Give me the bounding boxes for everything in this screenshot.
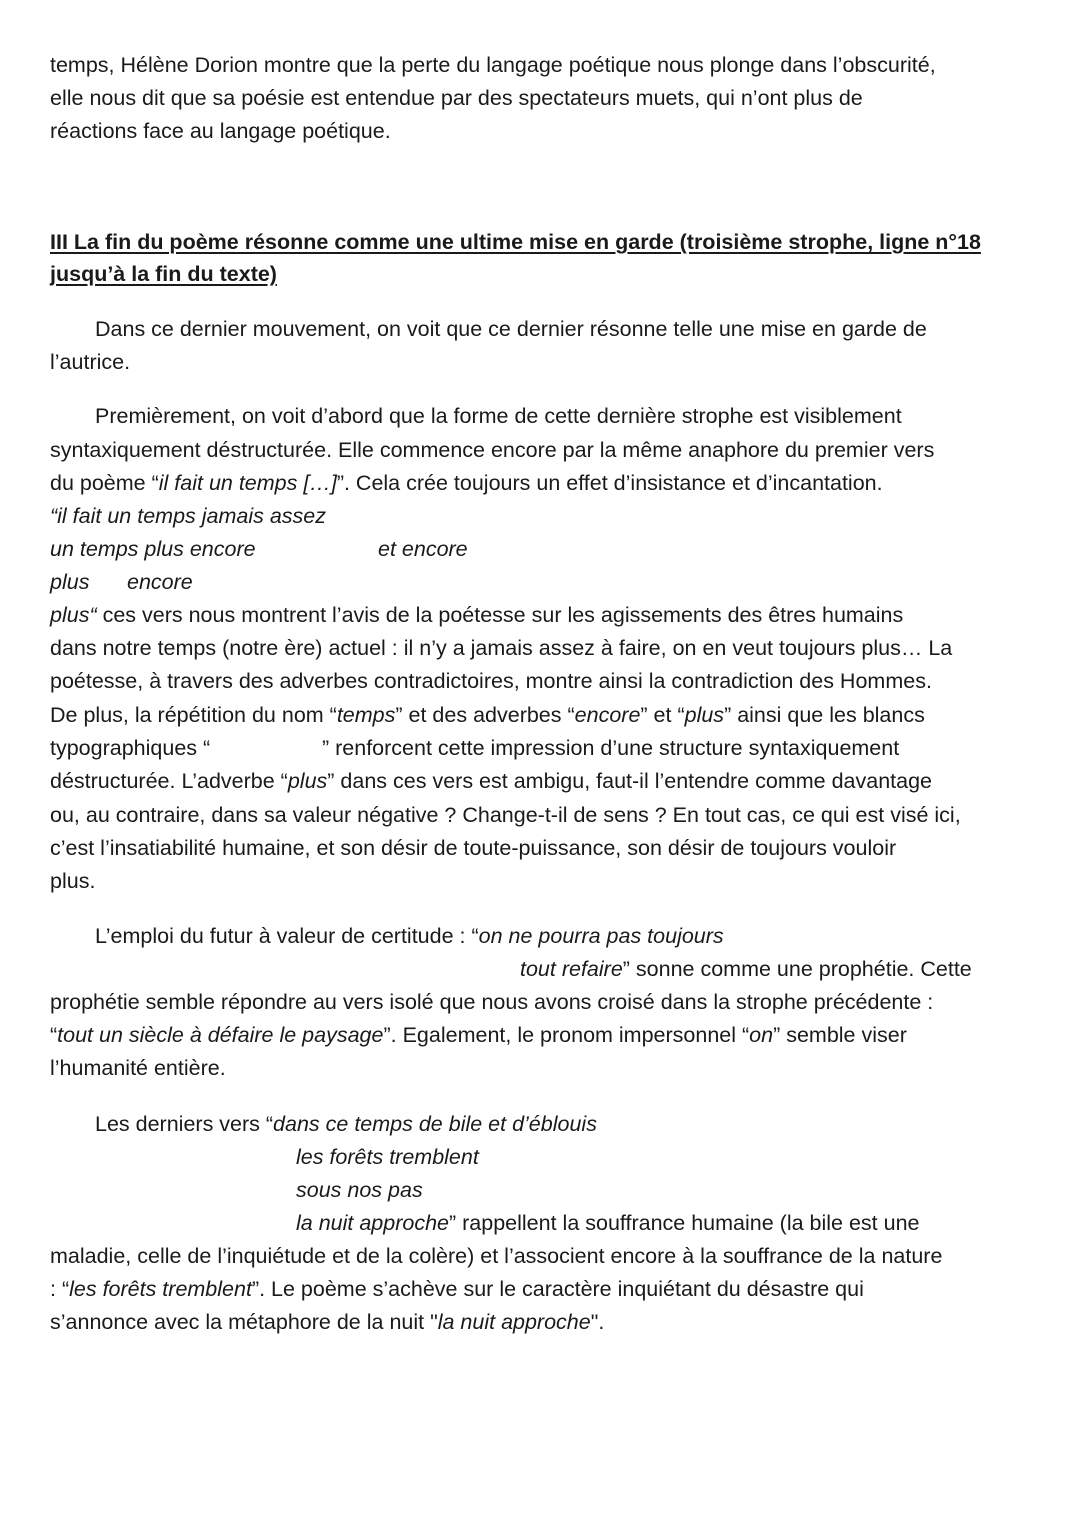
text-line bbox=[50, 1243, 942, 1269]
text-segment: s’annonce avec la métaphore de la nuit " bbox=[50, 1310, 438, 1334]
text-segment: syntaxiquement déstructurée. Elle commence encore par la même anaphore du premier vers bbox=[50, 438, 935, 462]
text-segment: Premièrement, on voit d’abord que la forme de cette dernière strophe est visiblement bbox=[95, 404, 902, 428]
text-segment: De plus, la répétition du nom “ bbox=[50, 703, 337, 727]
text-line bbox=[50, 569, 89, 595]
text-line bbox=[50, 536, 256, 562]
text-line bbox=[50, 802, 961, 828]
text-segment: “ bbox=[50, 1023, 58, 1047]
italic-quote: plus bbox=[50, 570, 90, 594]
text-segment: ". bbox=[590, 1310, 605, 1334]
text-segment: jusqu’à la fin du texte) bbox=[50, 262, 277, 286]
text-line bbox=[50, 349, 130, 375]
text-line bbox=[50, 1276, 864, 1302]
text-segment: ” et des adverbes “ bbox=[395, 703, 575, 727]
text-line bbox=[50, 835, 896, 861]
text-line bbox=[50, 85, 863, 111]
text-segment: réactions face au langage poétique. bbox=[50, 119, 391, 143]
italic-quote: “il fait un temps jamais assez bbox=[50, 504, 327, 528]
italic-quote: temps bbox=[336, 703, 396, 727]
text-line bbox=[50, 437, 934, 463]
italic-quote: un temps plus encore bbox=[50, 537, 256, 561]
text-segment: L’emploi du futur à valeur de certitude : “ bbox=[95, 924, 479, 948]
text-segment: Dans ce dernier mouvement, on voit que ce dernier résonne telle une mise en garde de bbox=[95, 317, 927, 341]
text-segment: plus. bbox=[50, 869, 96, 893]
text-segment: l’autrice. bbox=[50, 350, 131, 374]
text-segment: Les derniers vers “ bbox=[95, 1112, 274, 1136]
text-line bbox=[50, 635, 952, 661]
section-heading-line bbox=[50, 229, 981, 255]
text-segment: : “ bbox=[50, 1277, 70, 1301]
text-segment: ”. Egalement, le pronom impersonnel “ bbox=[383, 1023, 750, 1047]
text-line bbox=[296, 1144, 479, 1170]
text-line bbox=[50, 1055, 226, 1081]
text-segment: c’est l’insatiabilité humaine, et son désir de toute-puissance, son désir de toujours vouloir bbox=[50, 836, 897, 860]
text-line bbox=[50, 868, 95, 894]
text-segment: dans notre temps (notre ère) actuel : il n’y a jamais assez à faire, on en veut toujours plus… La bbox=[50, 636, 953, 660]
text-line bbox=[50, 989, 933, 1015]
text-line bbox=[50, 503, 326, 529]
text-segment: ” sonne comme une prophétie. Cette bbox=[622, 957, 972, 981]
italic-quote: la nuit approche bbox=[437, 1310, 591, 1334]
italic-quote: tout refaire bbox=[520, 957, 623, 981]
italic-quote: et encore bbox=[378, 537, 468, 561]
text-segment: prophétie semble répondre au vers isolé que nous avons croisé dans la strophe précédente : bbox=[50, 990, 934, 1014]
text-line bbox=[520, 956, 972, 982]
italic-quote: plus“ bbox=[50, 603, 97, 627]
text-segment: elle nous dit que sa poésie est entendue par des spectateurs muets, qui n’ont plus de bbox=[50, 86, 863, 110]
text-line bbox=[50, 118, 391, 144]
text-line bbox=[322, 735, 899, 761]
italic-quote: on bbox=[749, 1023, 774, 1047]
italic-quote: on ne pourra pas toujours bbox=[478, 924, 724, 948]
text-line bbox=[95, 923, 724, 949]
text-segment: l’humanité entière. bbox=[50, 1056, 226, 1080]
text-line bbox=[95, 1111, 597, 1137]
text-line bbox=[50, 52, 936, 78]
text-line bbox=[50, 1309, 604, 1335]
text-segment: typographiques “ bbox=[50, 736, 211, 760]
italic-quote: plus bbox=[287, 769, 328, 793]
italic-quote: encore bbox=[127, 570, 193, 594]
text-segment: du poème “ bbox=[50, 471, 159, 495]
text-segment: III La fin du poème résonne comme une ultime mise en garde (troisième strophe, ligne n°18 bbox=[50, 230, 981, 254]
italic-quote: il fait un temps […] bbox=[158, 471, 337, 495]
italic-quote: les forêts tremblent bbox=[69, 1277, 252, 1301]
italic-quote: les forêts tremblent bbox=[296, 1145, 479, 1169]
text-segment: ” et “ bbox=[640, 703, 685, 727]
text-segment: ”. Le poème s’achève sur le caractère inquiétant du désastre qui bbox=[251, 1277, 864, 1301]
text-segment: ” semble viser bbox=[773, 1023, 907, 1047]
text-line bbox=[50, 602, 903, 628]
text-segment: maladie, celle de l’inquiétude et de la colère) et l’associent encore à la souffrance de la nature bbox=[50, 1244, 943, 1268]
text-segment: ” dans ces vers est ambigu, faut-il l’entendre comme davantage bbox=[327, 769, 932, 793]
text-line bbox=[296, 1210, 920, 1236]
italic-quote: plus bbox=[684, 703, 725, 727]
text-line bbox=[95, 403, 902, 429]
text-segment: ” renforcent cette impression d’une structure syntaxiquement bbox=[322, 736, 900, 760]
text-segment: ces vers nous montrent l’avis de la poétesse sur les agissements des êtres humains bbox=[96, 603, 904, 627]
text-line bbox=[50, 470, 883, 496]
text-line bbox=[50, 668, 932, 694]
text-segment: poétesse, à travers des adverbes contradictoires, montre ainsi la contradiction des Hommes. bbox=[50, 669, 932, 693]
italic-quote: la nuit approche bbox=[296, 1211, 449, 1235]
text-line bbox=[50, 702, 925, 728]
text-segment: ” ainsi que les blancs bbox=[724, 703, 925, 727]
text-line bbox=[127, 569, 193, 595]
text-line bbox=[50, 1022, 907, 1048]
text-line bbox=[95, 316, 927, 342]
text-line bbox=[50, 735, 210, 761]
italic-quote: sous nos pas bbox=[296, 1178, 423, 1202]
text-segment: déstructurée. L’adverbe “ bbox=[50, 769, 288, 793]
text-segment: temps, Hélène Dorion montre que la perte du langage poétique nous plonge dans l’obscurité, bbox=[50, 53, 936, 77]
text-segment: ”. Cela crée toujours un effet d’insistance et d’incantation. bbox=[336, 471, 883, 495]
text-segment: ou, au contraire, dans sa valeur négative ? Change-t-il de sens ? En tout cas, ce qui est visé ici, bbox=[50, 803, 961, 827]
text-segment: ” rappellent la souffrance humaine (la bile est une bbox=[449, 1211, 920, 1235]
italic-quote: encore bbox=[574, 703, 641, 727]
text-line bbox=[378, 536, 468, 562]
text-line bbox=[296, 1177, 423, 1203]
italic-quote: tout un siècle à défaire le paysage bbox=[57, 1023, 384, 1047]
italic-quote: dans ce temps de bile et d’éblouis bbox=[273, 1112, 597, 1136]
section-heading-line bbox=[50, 261, 277, 287]
text-line bbox=[50, 768, 932, 794]
